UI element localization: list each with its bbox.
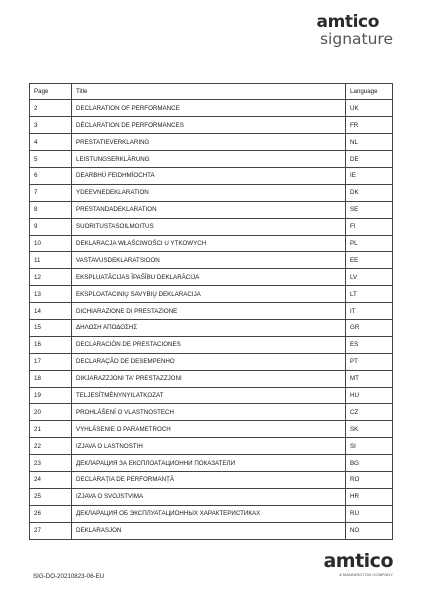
page-cell: 3 [30, 117, 72, 134]
table-row [30, 151, 393, 168]
title-cell: VASTAVUSDEKLARATSIOON [72, 252, 346, 269]
table-row [30, 286, 393, 303]
table-row [30, 421, 393, 438]
language-cell: SI [346, 438, 393, 455]
page-cell: 2 [30, 100, 72, 117]
page-cell: 7 [30, 184, 72, 201]
table-row [30, 455, 393, 472]
title-cell: DÉCLARATION DE PERFORMANCES [72, 117, 346, 134]
page-cell: 19 [30, 387, 72, 404]
language-cell: DK [346, 184, 393, 201]
language-cell: CZ [346, 404, 393, 421]
language-cell: FR [346, 117, 393, 134]
language-cell: DE [346, 151, 393, 168]
language-cell: LT [346, 286, 393, 303]
language-cell: RU [346, 505, 393, 522]
page-cell: 15 [30, 319, 72, 336]
page-cell: 27 [30, 522, 72, 539]
page-cell: 21 [30, 421, 72, 438]
document-code: SIG-DO-20210823-06-EU [33, 573, 105, 580]
table-row [30, 134, 393, 151]
table-row [30, 167, 393, 184]
table-row [30, 404, 393, 421]
language-cell: HU [346, 387, 393, 404]
table-row [30, 336, 393, 353]
title-cell: DECLARAÇÃO DE DESEMPENHO [72, 353, 346, 370]
language-cell: UK [346, 100, 393, 117]
table-body [30, 100, 393, 539]
title-cell: EKSPLUATĀCIJAS ĪPAŠĪBU DEKLARĀCIJA [72, 269, 346, 286]
table-row [30, 117, 393, 134]
title-cell: IZJAVA O LASTNOSTIH [72, 438, 346, 455]
page-cell: 11 [30, 252, 72, 269]
title-cell: DIKJARAZZJONI TA' PRESTAZZJONI [72, 370, 346, 387]
title-cell: ДЕКЛАРАЦИЯ ЗА ЕКСПЛОАТАЦИОННИ ПОКАЗАТЕЛИ [72, 455, 346, 472]
header-title: Title [72, 84, 346, 100]
header-page: Page [30, 84, 72, 100]
footer-logo-tagline: A MANNINGTON COMPANY [339, 572, 393, 577]
table-row [30, 471, 393, 488]
language-cell: PL [346, 235, 393, 252]
table-row [30, 218, 393, 235]
table-row [30, 201, 393, 218]
page-cell: 14 [30, 303, 72, 320]
language-cell: GR [346, 319, 393, 336]
page-cell: 12 [30, 269, 72, 286]
language-cell: ES [346, 336, 393, 353]
amtico-signature-logo [317, 14, 394, 48]
language-cell: IE [346, 167, 393, 184]
language-cell: PT [346, 353, 393, 370]
logo-subbrand-text: signature [319, 30, 393, 48]
page-cell: 10 [30, 235, 72, 252]
language-cell: NO [346, 522, 393, 539]
page-cell: 26 [30, 505, 72, 522]
language-cell: LV [346, 269, 393, 286]
page-cell: 18 [30, 370, 72, 387]
title-cell: PRESTANDADEKLARATION [72, 201, 346, 218]
language-cell: SE [346, 201, 393, 218]
page-cell: 25 [30, 488, 72, 505]
table-row [30, 303, 393, 320]
language-cell: SK [346, 421, 393, 438]
table-row [30, 505, 393, 522]
amtico-footer-logo [323, 552, 393, 577]
title-cell: DEARBHÚ FEIDHMÍOCHTA [72, 167, 346, 184]
page-cell: 13 [30, 286, 72, 303]
table-row [30, 353, 393, 370]
language-cell: EE [346, 252, 393, 269]
footer-logo-brand: amtico [323, 550, 393, 572]
title-cell: VYHLÁSENIE O PARAMETROCH [72, 421, 346, 438]
page-cell: 17 [30, 353, 72, 370]
page-cell: 22 [30, 438, 72, 455]
title-cell: IZJAVA O SVOJSTVIMA [72, 488, 346, 505]
title-cell: LEISTUNGSERKLÄRUNG [72, 151, 346, 168]
page-cell: 4 [30, 134, 72, 151]
header-language: Language [346, 84, 393, 100]
page-cell: 5 [30, 151, 72, 168]
page-cell: 23 [30, 455, 72, 472]
language-cell: NL [346, 134, 393, 151]
language-cell: FI [346, 218, 393, 235]
title-cell: DECLARATION OF PERFORMANCE [72, 100, 346, 117]
page-cell: 8 [30, 201, 72, 218]
title-cell: PROHLÁŠENÍ O VLASTNOSTECH [72, 404, 346, 421]
title-cell: TELJESÍTMÉNYNYILATKOZAT [72, 387, 346, 404]
title-cell: EKSPLOATACINIŲ SAVYBIŲ DEKLARACIJA [72, 286, 346, 303]
title-cell: DEKLARASJON [72, 522, 346, 539]
table-row [30, 184, 393, 201]
page-cell: 6 [30, 167, 72, 184]
table-row [30, 522, 393, 539]
title-cell: PRESTATIEVERKLARING [72, 134, 346, 151]
title-cell: YDEEVNEDEKLARATION [72, 184, 346, 201]
page-cell: 9 [30, 218, 72, 235]
table-row [30, 252, 393, 269]
page-cell: 20 [30, 404, 72, 421]
table-row [30, 488, 393, 505]
table-row [30, 235, 393, 252]
logo-brand-text: amtico [316, 12, 379, 32]
language-index-table [29, 83, 393, 540]
title-cell: DECLARAȚIA DE PERFORMANȚĂ [72, 471, 346, 488]
language-cell: BG [346, 455, 393, 472]
table-header-row [30, 84, 393, 100]
table-row [30, 269, 393, 286]
table-row [30, 438, 393, 455]
title-cell: DICHIARAZIONE DI PRESTAZIONE [72, 303, 346, 320]
page-cell: 24 [30, 471, 72, 488]
title-cell: ΔΗΛΩΣΗ ΑΠΟΔΟΣΗΣ [72, 319, 346, 336]
title-cell: SUORITUSTASOILMOITUS [72, 218, 346, 235]
table-row [30, 370, 393, 387]
title-cell: ДЕКЛАРАЦИЯ ОБ ЭКСПЛУАТАЦИОННЫХ ХАРАКТЕРИСТИКАХ [72, 505, 346, 522]
language-cell: IT [346, 303, 393, 320]
title-cell: DEKLARACJA WŁAŚCIWOŚCI U YTKOWYCH [72, 235, 346, 252]
table-row [30, 387, 393, 404]
language-cell: HR [346, 488, 393, 505]
page-cell: 16 [30, 336, 72, 353]
title-cell: DECLARACIÓN DE PRESTACIONES [72, 336, 346, 353]
language-cell: MT [346, 370, 393, 387]
language-cell: RO [346, 471, 393, 488]
table-row [30, 319, 393, 336]
table-row [30, 100, 393, 117]
